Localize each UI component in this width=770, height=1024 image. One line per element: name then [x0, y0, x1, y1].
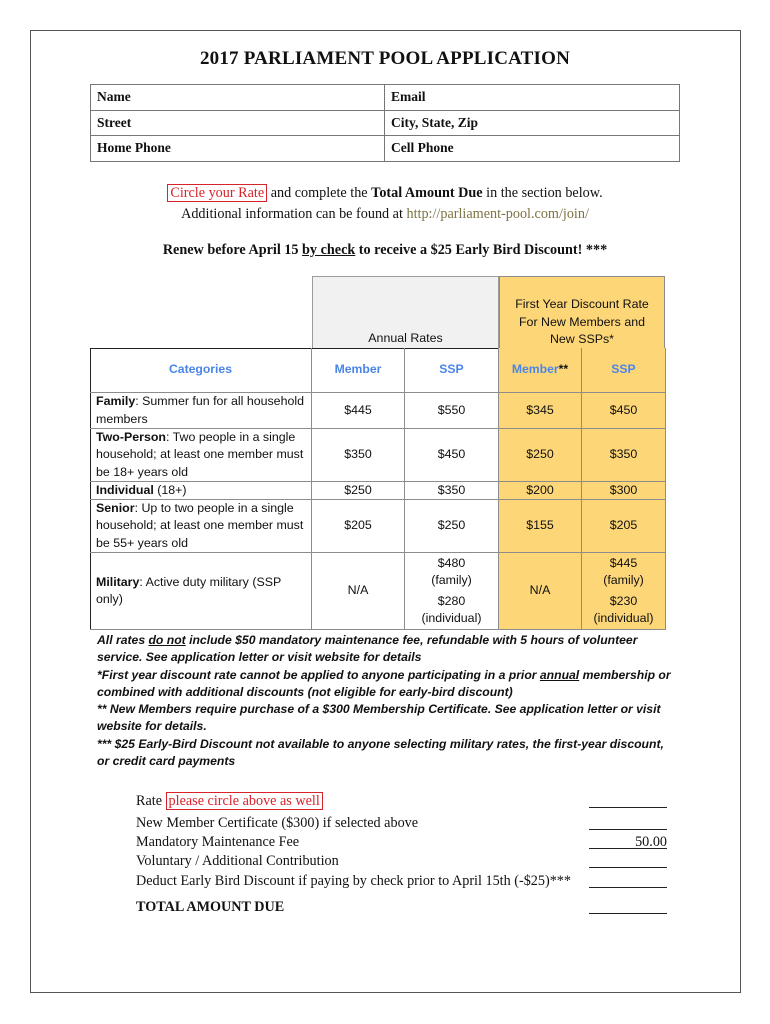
category-desc: : Active duty military (SSP only) [96, 574, 282, 606]
category-desc: (18+) [153, 482, 187, 497]
join-link[interactable]: http://parliament-pool.com/join/ [406, 206, 589, 222]
footnote-emphasis: annual [539, 667, 580, 682]
rate-cell[interactable]: $350 [405, 482, 499, 500]
name-field[interactable]: Name [91, 85, 385, 111]
instructions-line-2 [0, 206, 770, 223]
instructions-text: Additional information can be found at [181, 206, 407, 222]
category-name: Senior [96, 501, 135, 516]
footnote-text: include $50 mandatory maintenance fee, refundable with 5 hours of volunteer service. See application letter or visit website for details [97, 633, 638, 665]
summary-row-maintenance [136, 834, 676, 853]
maintenance-amount-line [589, 848, 667, 849]
contact-row [91, 136, 680, 162]
rate-value: $445 [609, 555, 638, 570]
instructions-line-1 [0, 185, 770, 202]
total-due-label: Total Amount Due [371, 185, 483, 201]
rate-cell[interactable]: $200 [499, 482, 582, 500]
circle-rate-callout: Circle your Rate [167, 184, 267, 202]
category-name: Family [96, 394, 136, 409]
category-desc: : Two people in a single household; at least one member must be 18+ years old [96, 430, 304, 479]
summary-row-rate [136, 793, 676, 812]
col-header-first-year-ssp: SSP [582, 348, 666, 393]
instructions-text: in the section below. [482, 185, 603, 201]
rate-cell[interactable]: $205 [312, 500, 405, 553]
rate-cell[interactable]: $350 [312, 429, 405, 482]
category-individual[interactable] [90, 482, 312, 500]
rates-grid [90, 348, 666, 630]
annual-rates-header: Annual Rates [368, 331, 443, 345]
cell-phone-field[interactable]: Cell Phone [385, 136, 680, 162]
contact-table [90, 84, 680, 162]
voluntary-amount-line[interactable] [589, 867, 667, 868]
col-header-first-year-member [499, 348, 582, 393]
rate-amount-line[interactable] [589, 807, 667, 808]
category-senior[interactable] [90, 500, 312, 553]
first-year-header-line: First Year Discount Rate [515, 297, 649, 311]
category-family[interactable] [90, 393, 312, 429]
rate-cell[interactable]: N/A [312, 553, 405, 630]
rate-cell[interactable]: $250 [312, 482, 405, 500]
total-label: TOTAL AMOUNT DUE [136, 899, 285, 915]
category-two-person[interactable] [90, 429, 312, 482]
rate-label [136, 793, 323, 810]
summary-row-certificate [136, 815, 676, 834]
category-name: Military [96, 574, 140, 589]
rate-cell[interactable]: $205 [582, 500, 666, 553]
rate-value: $480 [437, 555, 466, 570]
certificate-amount-line[interactable] [589, 829, 667, 830]
rate-cell[interactable]: $450 [405, 429, 499, 482]
summary-label: Rate [136, 793, 166, 809]
rate-cell[interactable]: N/A [499, 553, 582, 630]
first-year-header-line: New SSPs* [549, 332, 615, 346]
rate-label: (individual) [593, 610, 654, 625]
footnote-early-bird: *** $25 Early-Bird Discount not available to anyone selecting military rates, the first-year discount, or credit card payments [97, 736, 664, 769]
summary-row-voluntary [136, 853, 676, 872]
summary-label: Voluntary / Additional Contribution [136, 853, 339, 869]
category-desc: : Summer fun for all household members [96, 394, 305, 426]
renew-text: to receive a $25 Early Bird Discount! *** [355, 242, 608, 258]
summary-row-early-bird [136, 873, 676, 892]
rate-cell[interactable]: $300 [582, 482, 666, 500]
email-field[interactable]: Email [385, 85, 680, 111]
footnote-text: *First year discount rate cannot be applied to anyone participating in a prior [97, 667, 540, 682]
col-header-categories: Categories [90, 348, 312, 393]
rate-cell[interactable]: $445 [312, 393, 405, 429]
summary-label: Deduct Early Bird Discount if paying by check prior to April 15th (-$25)*** [136, 873, 571, 889]
rate-label: (family) [603, 573, 644, 588]
instructions-text: and complete the [267, 185, 372, 201]
rate-value: $230 [609, 593, 638, 608]
rate-cell[interactable]: $250 [499, 429, 582, 482]
rate-cell[interactable]: $350 [582, 429, 666, 482]
rate-cell[interactable]: $250 [405, 500, 499, 553]
footnotes [97, 632, 677, 770]
total-amount-line[interactable] [589, 913, 667, 914]
category-name: Two-Person [96, 430, 166, 445]
rate-label: (individual) [421, 610, 482, 625]
contact-row [91, 85, 680, 111]
footnote-new-members: ** New Members require purchase of a $300 Membership Certificate. See application letter or visit website for details. [97, 702, 661, 734]
street-field[interactable]: Street [91, 110, 385, 136]
rate-circle-callout: please circle above as well [166, 792, 323, 810]
category-name: Individual [96, 482, 154, 497]
footnote-text: All rates [97, 633, 149, 647]
renew-notice [0, 242, 770, 259]
early-bird-amount-line[interactable] [589, 887, 667, 888]
maintenance-amount: 50.00 [635, 834, 667, 850]
category-military[interactable] [90, 553, 312, 630]
home-phone-field[interactable]: Home Phone [91, 136, 385, 162]
rate-cell[interactable]: $155 [499, 500, 582, 553]
contact-row [91, 110, 680, 136]
rate-cell-military-fy-ssp[interactable] [582, 553, 666, 630]
col-header-ssp: SSP [405, 348, 499, 393]
footnote-emphasis: do not [148, 633, 186, 647]
footnote-maintenance [97, 632, 677, 667]
rate-cell-military-ssp[interactable] [405, 553, 499, 630]
rate-cell[interactable]: $450 [582, 393, 666, 429]
page-title: 2017 PARLIAMENT POOL APPLICATION [199, 48, 571, 69]
first-year-header [499, 296, 665, 349]
rate-value: $280 [437, 593, 466, 608]
col-header-suffix: ** [558, 362, 569, 377]
footnote-first-year [97, 667, 677, 702]
footnote-text: membership or combined with additional discounts (not eligible for early-bird discount) [97, 667, 671, 699]
renew-text: Renew before April 15 [162, 242, 303, 258]
col-header-text: Member [511, 362, 559, 377]
col-header-member: Member [312, 348, 405, 393]
summary-label: Mandatory Maintenance Fee [136, 834, 300, 850]
rate-label: (family) [431, 573, 472, 588]
rates-table [90, 276, 666, 630]
first-year-header-line: For New Members and [518, 314, 645, 329]
city-state-zip-field[interactable]: City, State, Zip [385, 110, 680, 136]
summary-label: New Member Certificate ($300) if selected above [136, 815, 419, 831]
category-desc: : Up to two people in a single household; at least one member must be 55+ years old [96, 501, 304, 550]
summary-row-total [136, 899, 676, 918]
rate-cell[interactable]: $550 [405, 393, 499, 429]
rate-cell[interactable]: $345 [499, 393, 582, 429]
by-check-text: by check [302, 242, 356, 258]
